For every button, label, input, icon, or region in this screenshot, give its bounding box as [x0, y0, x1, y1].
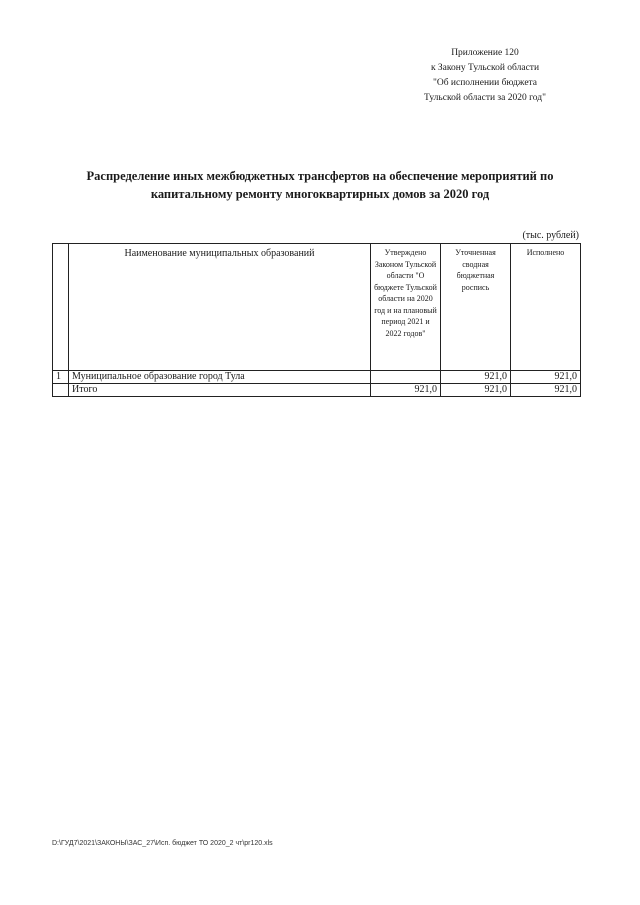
cell-num: 1 — [53, 371, 69, 384]
cell-refined: 921,0 — [441, 371, 511, 384]
title-line-2: капитальному ремонту многоквартирных домов за 2020 год — [150, 187, 490, 201]
cell-executed: 921,0 — [511, 371, 581, 384]
cell-name: Муниципальное образование город Тула — [69, 371, 371, 384]
header-name: Наименование муниципальных образований — [69, 244, 371, 371]
table-row — [53, 371, 581, 384]
appendix-line: "Об исполнении бюджета — [432, 78, 538, 88]
table-total-row — [53, 384, 581, 397]
units-label: (тыс. рублей) — [522, 230, 579, 241]
file-path-footer: D:\ГУД7\2021\ЗАКОНЫ\ЗАС_27\Исп. бюджет ТО 2020_2 чт\pr120.xls — [52, 840, 273, 847]
appendix-line: Приложение 120 — [451, 48, 519, 58]
total-refined: 921,0 — [441, 384, 511, 397]
appendix-line: к Закону Тульской области — [430, 63, 540, 73]
header-refined: Уточненная сводная бюджетная роспись — [441, 244, 511, 371]
table-header-row — [53, 244, 581, 371]
appendix-header — [400, 46, 570, 106]
distribution-table — [52, 243, 581, 397]
total-num — [53, 384, 69, 397]
cell-approved — [371, 371, 441, 384]
header-num — [53, 244, 69, 371]
total-name: Итого — [69, 384, 371, 397]
document-title — [70, 167, 570, 203]
header-approved: Утверждено Законом Тульской области "О бюджете Тульской области на 2020 год и на плановый период 2021 и 2022 годов" — [371, 244, 441, 371]
appendix-line: Тульской области за 2020 год" — [424, 93, 546, 103]
title-line-1: Распределение иных межбюджетных трансфертов на обеспечение мероприятий по — [86, 169, 554, 183]
total-approved: 921,0 — [371, 384, 441, 397]
header-executed: Исполнено — [511, 244, 581, 371]
total-executed: 921,0 — [511, 384, 581, 397]
